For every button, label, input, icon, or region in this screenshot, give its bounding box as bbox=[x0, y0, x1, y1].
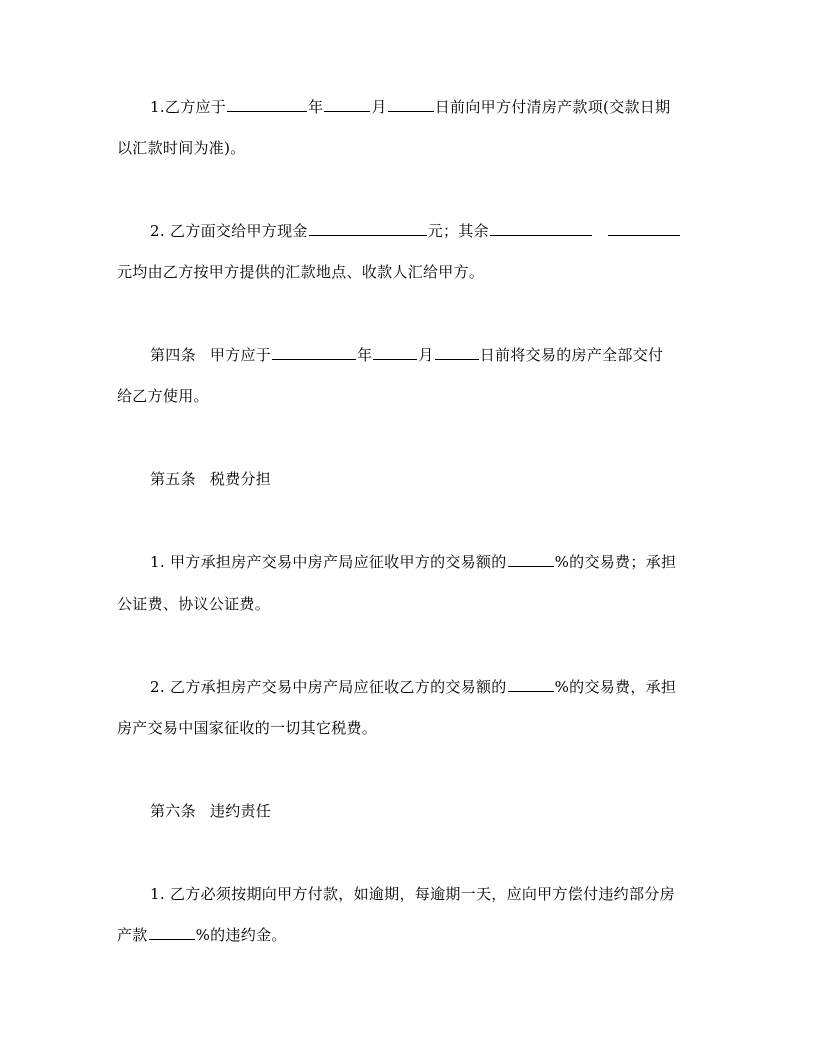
clause-text: 给乙方使用。 bbox=[117, 387, 209, 405]
article-5-clause-1-line-1 bbox=[150, 552, 750, 572]
clause-2-line-1 bbox=[150, 221, 750, 241]
clause-text: 年 bbox=[357, 346, 373, 364]
article-number: 第四条 bbox=[150, 346, 196, 364]
blank-field bbox=[608, 221, 680, 236]
clause-text: 元；其余 bbox=[427, 222, 489, 240]
clause-text: 日前向甲方付清房产款项(交款日期 bbox=[434, 98, 671, 116]
blank-field bbox=[309, 221, 427, 236]
blank-field bbox=[388, 97, 434, 112]
clause-text: %的交易费，承担 bbox=[554, 678, 677, 696]
clause-text: 1.乙方应于 bbox=[150, 98, 227, 116]
clause-text: 2. 乙方面交给甲方现金 bbox=[150, 222, 308, 240]
blank-field bbox=[149, 925, 195, 940]
clause-text: 月 bbox=[418, 346, 434, 364]
article-6-clause-1-line-2 bbox=[117, 925, 717, 945]
clause-text: 日前将交易的房产全部交付 bbox=[479, 346, 664, 364]
article-5-clause-2-line-1 bbox=[150, 677, 750, 697]
article-6-heading bbox=[150, 801, 750, 821]
blank-field bbox=[435, 345, 479, 360]
clause-text: 月 bbox=[371, 98, 387, 116]
blank-field bbox=[227, 97, 307, 112]
article-5-clause-1-line-2 bbox=[117, 594, 717, 614]
clause-text: 公证费、协议公证费。 bbox=[117, 595, 271, 613]
clause-text: %的交易费；承担 bbox=[554, 553, 677, 571]
clause-text: 房产交易中国家征收的一切其它税费。 bbox=[117, 719, 378, 737]
article-4-line-1 bbox=[150, 345, 750, 365]
clause-text: 1. 乙方必须按期向甲方付款，如逾期，每逾期一天，应向甲方偿付违约部分房 bbox=[150, 885, 675, 903]
clause-2-line-2 bbox=[117, 262, 717, 282]
clause-text: 元均由乙方按甲方提供的汇款地点、收款人汇给甲方。 bbox=[117, 263, 485, 281]
clause-text: 以汇款时间为准)。 bbox=[117, 139, 246, 157]
clause-text: 2. 乙方承担房产交易中房产局应征收乙方的交易额的 bbox=[150, 678, 507, 696]
clause-text: 1. 甲方承担房产交易中房产局应征收甲方的交易额的 bbox=[150, 553, 507, 571]
clause-1-line-2 bbox=[117, 138, 717, 158]
article-number: 第五条 bbox=[150, 470, 196, 488]
clause-text: 甲方应于 bbox=[209, 346, 272, 364]
blank-field bbox=[490, 221, 592, 236]
article-6-clause-1-line-1 bbox=[150, 884, 750, 904]
article-title: 违约责任 bbox=[209, 802, 272, 820]
article-5-clause-2-line-2 bbox=[117, 718, 717, 738]
article-title: 税费分担 bbox=[209, 470, 272, 488]
blank-field bbox=[373, 345, 417, 360]
clause-1-line-1 bbox=[150, 97, 750, 117]
article-4-line-2 bbox=[117, 386, 717, 406]
article-5-heading bbox=[150, 469, 750, 489]
blank-field bbox=[508, 677, 554, 692]
blank-field bbox=[508, 552, 554, 567]
article-number: 第六条 bbox=[150, 802, 196, 820]
clause-text: 产款 bbox=[117, 926, 148, 944]
clause-text: 年 bbox=[308, 98, 324, 116]
blank-field bbox=[324, 97, 370, 112]
clause-text: %的违约金。 bbox=[195, 926, 287, 944]
blank-field bbox=[272, 345, 356, 360]
